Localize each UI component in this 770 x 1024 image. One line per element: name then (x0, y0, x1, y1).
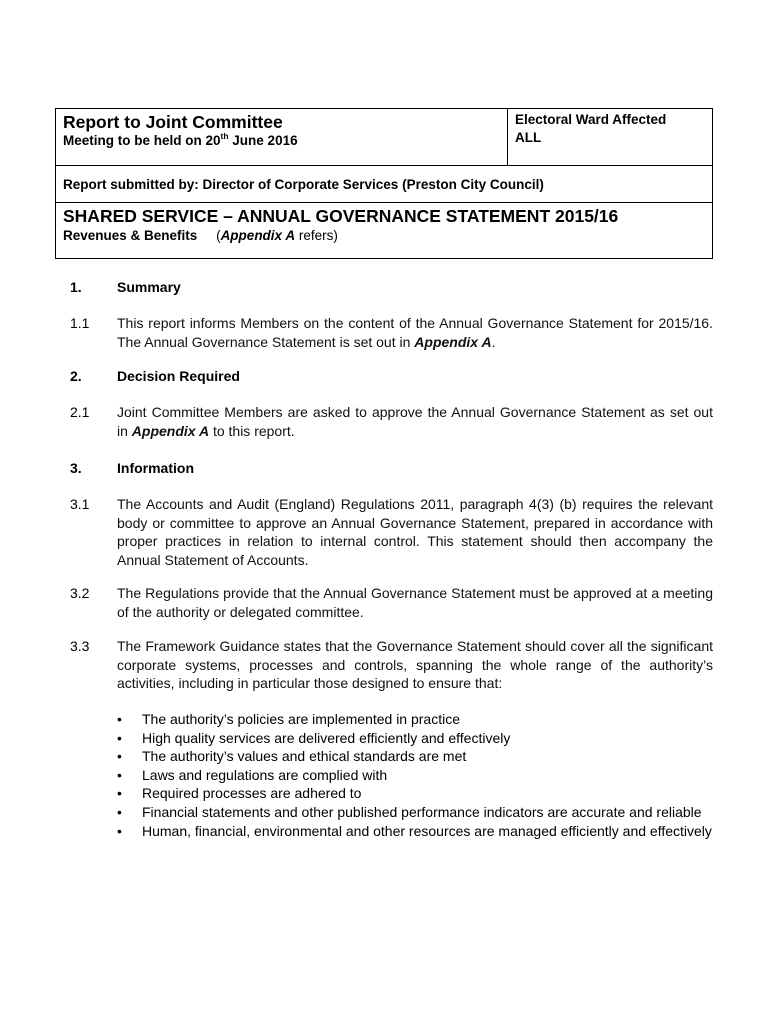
bullet-icon: • (117, 748, 122, 765)
list-item: • Laws and regulations are complied with (117, 766, 388, 783)
appendix-ref: Appendix A (220, 228, 296, 243)
section-number: 1. (70, 279, 82, 295)
report-title: Report to Joint Committee (63, 112, 283, 132)
section-heading-summary: Summary (117, 279, 181, 295)
statement-title: SHARED SERVICE – ANNUAL GOVERNANCE STATEMENT 2015/16 (63, 206, 619, 226)
bullet-icon: • (117, 711, 122, 727)
meeting-date: Meeting to be held on 20th June 2016 (63, 131, 298, 148)
bullet-icon: • (117, 803, 122, 820)
list-item: • The authority’s values and ethical standards are met (117, 748, 467, 765)
bullet-icon: • (117, 766, 122, 783)
paragraph-number: 2.1 (70, 404, 90, 420)
list-item: • Human, financial, environmental and other resources are managed efficiently and effectively (117, 822, 712, 839)
section-number: 2. (70, 368, 82, 384)
list-item: • Required processes are adhered to (117, 785, 362, 802)
section-heading-information: Information (117, 460, 194, 476)
paragraph-number: 3.2 (70, 585, 90, 601)
section-heading-decision: Decision Required (117, 368, 240, 384)
bullet-icon: • (117, 785, 122, 802)
governance-bullet-list (117, 710, 713, 840)
list-item: • The authority’s policies are implemented in practice (117, 711, 461, 727)
bullet-icon: • (117, 822, 122, 839)
header-row-statement (56, 203, 712, 259)
electoral-ward-value: ALL (515, 130, 542, 145)
paragraph-number: 1.1 (70, 315, 90, 331)
paragraph-3-1: The Accounts and Audit (England) Regulations 2011, paragraph 4(3) (b) requires the relevant body or committee to approve an Annual Governance Statement, prepared in accordance with proper practices in relation to internal control. This statement should then accompany the Annual Statement of Accounts. (117, 496, 713, 568)
electoral-ward-label: Electoral Ward Affected (515, 112, 667, 127)
paragraph-number: 3.3 (70, 638, 90, 654)
header-row-title (56, 109, 712, 166)
service-line: Revenues & Benefits (Appendix A refers) (63, 228, 338, 243)
service-name: Revenues & Benefits (63, 228, 198, 243)
list-item: • High quality services are delivered efficiently and effectively (117, 729, 511, 746)
paragraph-1-1: This report informs Members on the content of the Annual Governance Statement for 2015/16. The Annual Governance Statement is set out in Appendix A. (117, 315, 713, 350)
paragraph-number: 3.1 (70, 496, 90, 512)
paragraph-2-1: Joint Committee Members are asked to approve the Annual Governance Statement as set out in Appendix A to this report. (117, 404, 713, 439)
paragraph-3-2: The Regulations provide that the Annual Governance Statement must be approved at a meeting of the authority or delegated committee. (117, 585, 713, 620)
list-item: • Financial statements and other published performance indicators are accurate and reliable (117, 803, 702, 820)
header-divider (507, 109, 508, 166)
report-header-box (55, 108, 713, 259)
paragraph-3-3: The Framework Guidance states that the Governance Statement should cover all the significant corporate systems, processes and controls, spanning the whole range of the authority’s activities, including in particular those designed to ensure that: (117, 638, 713, 692)
section-number: 3. (70, 460, 82, 476)
header-row-submitted (56, 166, 712, 203)
submitted-by: Report submitted by: Director of Corporate Services (Preston City Council) (63, 177, 544, 192)
bullet-icon: • (117, 729, 122, 746)
